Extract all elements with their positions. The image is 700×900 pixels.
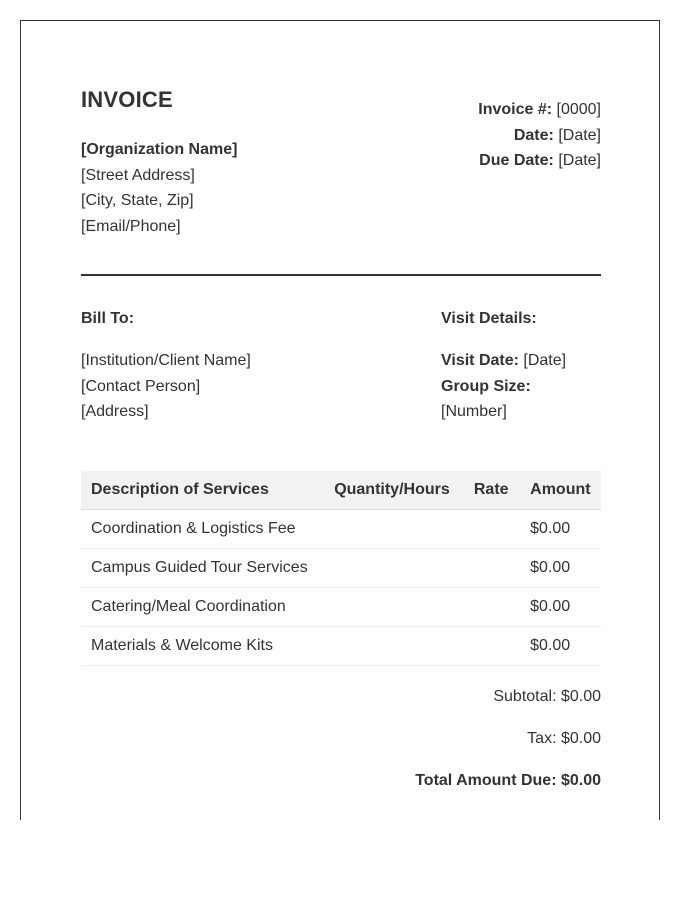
row-description: Campus Guided Tour Services [81,549,324,588]
group-size-value: [Number] [441,403,507,421]
group-size-line [441,374,601,425]
invoice-page [20,20,660,820]
subtotal-line: Subtotal: $0.00 [493,688,601,705]
row-quantity [324,510,464,549]
row-rate [464,588,520,627]
invoice-meta [478,97,601,174]
invoice-number-line [478,97,601,123]
bill-to-lines [81,348,251,425]
visit-details-heading: Visit Details: [441,310,537,327]
row-quantity [324,588,464,627]
organization-name: [Organization Name] [81,141,238,158]
services-table-header-row [81,471,601,510]
bill-to-address: [Address] [81,403,149,421]
visit-details-lines [441,348,601,425]
table-row [81,588,601,627]
bill-to-section [81,309,251,425]
row-quantity [324,627,464,666]
services-table [81,471,601,666]
invoice-due-date-line [478,148,601,174]
column-header-amount: Amount [520,471,601,510]
row-rate [464,549,520,588]
row-amount: $0.00 [520,588,601,627]
invoice-date-label: Date: [513,126,554,144]
visit-date-value: [Date] [523,352,567,369]
row-amount: $0.00 [520,627,601,666]
visit-date-label: Visit Date: [441,352,519,369]
invoice-title: INVOICE [81,87,173,112]
table-row [81,627,601,666]
column-header-description: Description of Services [81,471,324,510]
invoice-due-date-label: Due Date: [479,152,554,170]
table-row [81,510,601,549]
invoice-due-date-value: [Date] [558,152,601,170]
header-divider [81,274,601,276]
row-rate [464,627,520,666]
total-amount-due: Total Amount Due: $0.00 [415,772,601,789]
group-size-label: Group Size: [441,377,531,395]
column-header-quantity: Quantity/Hours [324,471,464,510]
bill-to-heading: Bill To: [81,310,135,327]
organization-street: [Street Address] [81,166,195,184]
invoice-date-line [478,123,601,149]
table-row [81,549,601,588]
column-header-rate: Rate [464,471,520,510]
organization-block [81,137,237,240]
visit-details-section [441,309,601,425]
row-description: Catering/Meal Coordination [81,588,324,627]
row-description: Coordination & Logistics Fee [81,510,324,549]
totals-block [415,686,601,812]
bill-to-contact: [Contact Person] [81,377,201,395]
row-amount: $0.00 [520,549,601,588]
invoice-number-value: [0000] [556,101,601,118]
organization-city: [City, State, Zip] [81,192,194,210]
organization-contact: [Email/Phone] [81,218,181,236]
row-description: Materials & Welcome Kits [81,627,324,666]
row-quantity [324,549,464,588]
invoice-number-label: Invoice #: [478,101,553,118]
invoice-date-value: [Date] [558,126,601,144]
bill-to-client: [Institution/Client Name] [81,352,251,369]
tax-line: Tax: $0.00 [527,730,601,747]
row-amount: $0.00 [520,510,601,549]
visit-date-line [441,348,601,374]
row-rate [464,510,520,549]
